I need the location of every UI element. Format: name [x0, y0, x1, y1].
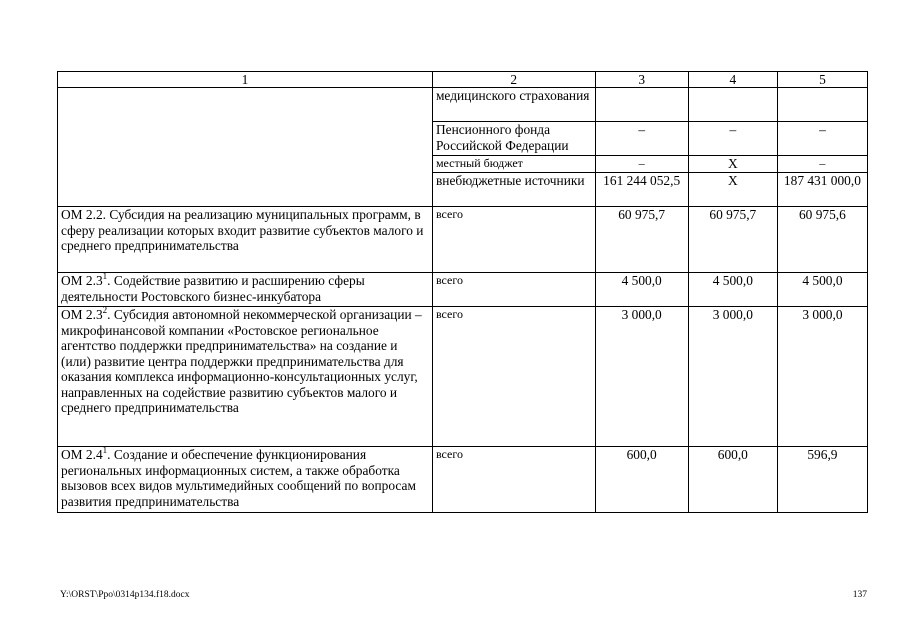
value-cell: 187 431 000,0 — [777, 173, 867, 207]
value-cell: 600,0 — [595, 447, 688, 513]
measure-superscript: 1 — [102, 446, 108, 455]
value-cell: 60 975,7 — [688, 207, 777, 273]
measure-code: ОМ 2.3 — [61, 273, 103, 288]
measure-cell — [58, 273, 433, 307]
value-cell: Х — [688, 156, 777, 173]
source-cell: медицинского страхования — [432, 88, 595, 122]
header-cell: 1 — [58, 72, 433, 88]
measure-text: . Содействие развитию и расширению сферы деятельности Ростовского бизнес-инкубатора — [61, 273, 365, 304]
table-row — [58, 207, 868, 273]
source-cell: местный бюджет — [432, 156, 595, 173]
table-row — [58, 88, 868, 122]
measure-text: . Субсидия автономной некоммерческой организации – микрофинансовой компании «Ростовское региональное агентство поддержки предпринимательства» на создание и (или) развитие центра поддержки предпринимательства для оказания комплекса информационно-консультационных услуг, направленных на содействие развитию субъектов малого и среднего предпринимательства — [61, 307, 422, 415]
footer-file-path: Y:\ORST\Ppo\0314p134.f18.docx — [60, 590, 190, 600]
header-cell: 5 — [777, 72, 867, 88]
measure-code: ОМ 2.4 — [61, 447, 103, 462]
measure-superscript: 2 — [102, 306, 108, 315]
measure-cell — [58, 88, 433, 207]
page-number: 137 — [852, 590, 867, 600]
header-cell: 3 — [595, 72, 688, 88]
measure-cell: ОМ 2.2. Субсидия на реализацию муниципальных программ, в сферу реализации которых входит развитие субъектов малого и среднего предпринимательства — [58, 207, 433, 273]
value-cell: 3 000,0 — [777, 307, 867, 447]
value-cell: – — [595, 122, 688, 156]
source-cell: всего — [432, 307, 595, 447]
value-cell: 4 500,0 — [777, 273, 867, 307]
source-cell: внебюджетные источники — [432, 173, 595, 207]
source-cell: всего — [432, 273, 595, 307]
value-cell: 4 500,0 — [595, 273, 688, 307]
table-row — [58, 447, 868, 513]
measure-superscript: 1 — [102, 272, 108, 281]
value-cell — [595, 88, 688, 122]
value-cell: – — [595, 156, 688, 173]
value-cell: 60 975,7 — [595, 207, 688, 273]
value-cell: 596,9 — [777, 447, 867, 513]
value-cell: – — [777, 122, 867, 156]
measure-cell — [58, 447, 433, 513]
header-cell: 4 — [688, 72, 777, 88]
source-cell: всего — [432, 207, 595, 273]
budget-table — [57, 71, 868, 513]
value-cell — [777, 88, 867, 122]
table-row — [58, 307, 868, 447]
value-cell: Х — [688, 173, 777, 207]
source-cell: всего — [432, 447, 595, 513]
value-cell: 3 000,0 — [595, 307, 688, 447]
value-cell: 600,0 — [688, 447, 777, 513]
value-cell: – — [777, 156, 867, 173]
table-header-row — [58, 72, 868, 88]
measure-text: . Создание и обеспечение функционирования региональных информационных систем, а также обработка вызовов всех видов мультимедийных сообщений по вопросам развития предпринимательства — [61, 447, 416, 509]
value-cell — [688, 88, 777, 122]
measure-code: ОМ 2.3 — [61, 307, 103, 322]
header-cell: 2 — [432, 72, 595, 88]
source-cell: Пенсионного фонда Российской Федерации — [432, 122, 595, 156]
measure-cell — [58, 307, 433, 447]
table-row — [58, 273, 868, 307]
value-cell: 3 000,0 — [688, 307, 777, 447]
value-cell: 60 975,6 — [777, 207, 867, 273]
value-cell: 4 500,0 — [688, 273, 777, 307]
value-cell: 161 244 052,5 — [595, 173, 688, 207]
value-cell: – — [688, 122, 777, 156]
